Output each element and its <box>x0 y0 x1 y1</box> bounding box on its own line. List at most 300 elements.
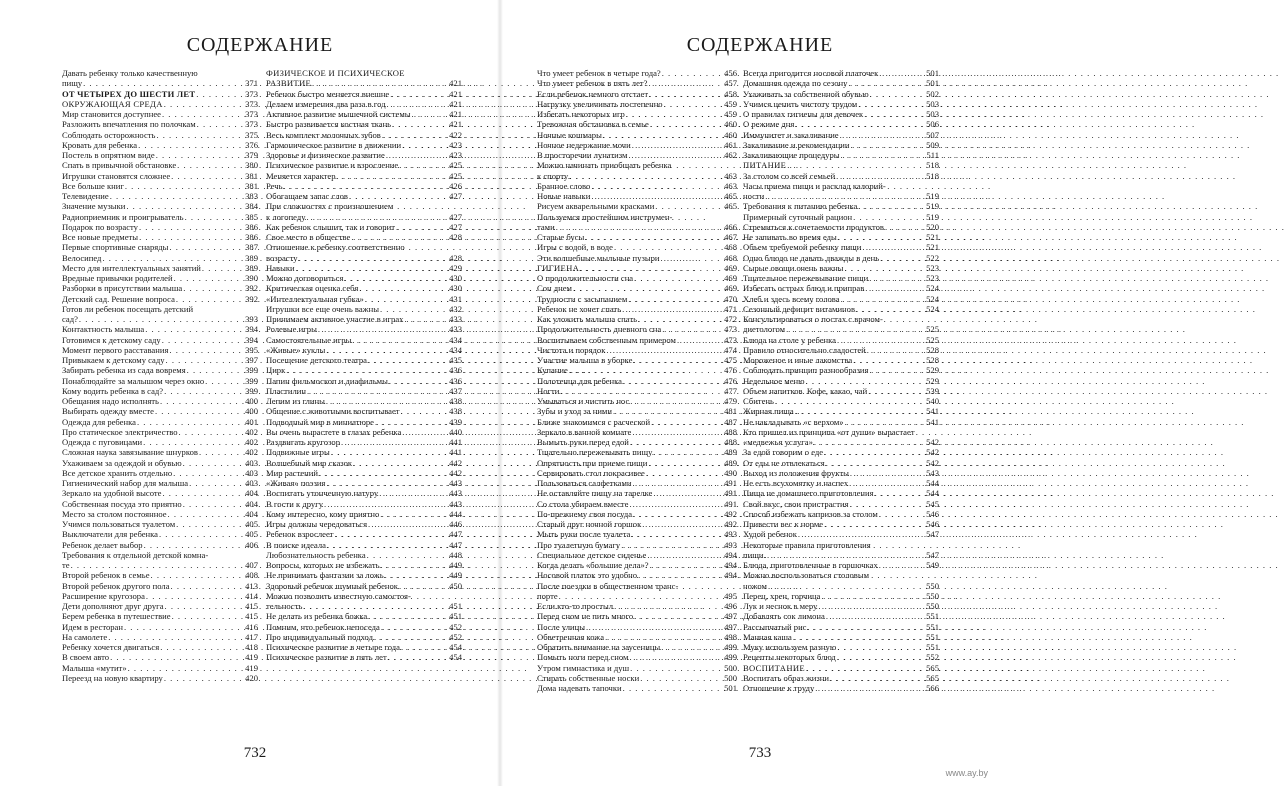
toc-page-ref: 500 <box>724 672 737 683</box>
dot-leader <box>365 294 448 304</box>
toc-entry <box>537 519 737 529</box>
toc-page-ref: 479 <box>724 396 737 406</box>
toc-entry <box>537 365 737 375</box>
toc-page-ref: 437 <box>449 385 462 396</box>
toc-entry <box>537 447 737 457</box>
toc-entry-title: Можно воспользоваться столовым <box>743 570 870 581</box>
toc-entry-title: Значение музыки <box>62 201 126 212</box>
toc-entry <box>537 632 737 642</box>
toc-entry-title: После поездки в общественном транс- <box>537 580 679 591</box>
toc-page-ref: 468 <box>724 252 737 263</box>
toc-page-ref: 501 <box>926 68 939 78</box>
toc-entry <box>537 171 737 181</box>
dot-leader <box>176 294 244 304</box>
dot-leader <box>389 376 448 386</box>
toc-entry <box>266 201 462 211</box>
toc-entry <box>266 242 462 252</box>
toc-page-ref: 373 <box>245 109 258 119</box>
dot-leader <box>638 314 723 324</box>
toc-entry-title: В поиске идеала <box>266 539 326 550</box>
dot-leader <box>569 171 723 181</box>
toc-page-ref: 476 <box>724 365 737 376</box>
toc-entry-title: Место за столом постоянное <box>62 508 167 519</box>
dot-leader <box>850 468 925 478</box>
toc-entry <box>62 242 258 252</box>
toc-entry-title: Продолжительность дневного сна <box>537 324 662 335</box>
toc-entry-title: Правило относительно сладостей <box>743 344 866 355</box>
toc-entry-title: Весь комплект молочных зубов <box>266 129 381 140</box>
toc-entry-title: Привести вес к норме <box>743 519 824 529</box>
toc-entry-title: Ролевые игры <box>266 324 317 335</box>
toc-page-ref: 511 <box>926 150 939 160</box>
toc-page-ref: 390 <box>245 273 258 283</box>
dot-leader <box>653 488 723 498</box>
toc-entry-title: те <box>62 560 70 570</box>
toc-entry-title: порте <box>537 590 558 601</box>
toc-entry <box>266 253 462 263</box>
toc-entry <box>743 417 939 427</box>
toc-entry-title: Зубы и уход за ними <box>537 406 612 417</box>
toc-entry <box>743 581 939 591</box>
toc-entry <box>266 232 462 242</box>
toc-page-ref: 384 <box>245 201 258 212</box>
toc-entry-title: Привыкаем к детскому саду <box>62 355 165 365</box>
toc-entry-title: О правилах гигиены для девочек <box>743 109 864 119</box>
dot-leader <box>144 540 245 550</box>
dot-leader <box>858 99 925 109</box>
toc-entry-title: Учимся пользоваться туалетом <box>62 519 176 529</box>
toc-entry-title: Бранное слово <box>537 180 591 191</box>
toc-entry <box>537 611 737 621</box>
dot-leader <box>826 458 925 468</box>
toc-entry <box>266 222 462 232</box>
toc-entry <box>266 335 462 345</box>
dot-leader <box>650 560 724 570</box>
toc-entry-title: Волшебный мир сказок <box>266 457 353 468</box>
dot-leader <box>569 365 723 375</box>
toc-page-ref: 519 <box>926 211 939 222</box>
toc-entry-title: Муку используем разную <box>743 642 837 652</box>
toc-page-ref: 394 <box>245 324 258 335</box>
toc-page-ref: 403 <box>245 478 258 488</box>
toc-entry <box>743 89 939 99</box>
toc-entry <box>266 499 462 509</box>
dot-leader <box>865 283 925 293</box>
dot-leader <box>677 335 723 345</box>
toc-entry <box>266 365 462 375</box>
dot-leader <box>841 150 926 160</box>
toc-entry-title: Рисуем акварельными красками <box>537 201 655 212</box>
toc-entry-title: Требования к питанию ребенка <box>743 201 858 212</box>
toc-page-ref: 566 <box>926 683 939 693</box>
page-title: СОДЕРЖАНИЕ <box>686 34 834 56</box>
dot-leader <box>795 119 925 129</box>
toc-entry <box>62 130 258 140</box>
toc-entry-title: Мир становится доступнее <box>62 109 161 119</box>
dot-leader <box>841 294 926 304</box>
dot-leader <box>79 314 244 324</box>
dot-leader <box>399 160 448 170</box>
toc-entry <box>266 468 462 478</box>
toc-entry-title: Обратить внимание на заусеницы <box>537 642 661 652</box>
toc-page-ref: 497 <box>724 611 737 622</box>
toc-entry <box>537 232 737 242</box>
toc-page-ref: 383 <box>245 191 258 201</box>
toc-entry-title: Ребенок быстро меняется внешне <box>266 88 390 99</box>
toc-entry-title: Психическое развитие в пять лет <box>266 652 387 663</box>
toc-entry-title: пищу <box>62 78 83 89</box>
toc-entry <box>62 222 258 232</box>
toc-entry <box>62 150 258 160</box>
toc-entry <box>266 140 462 150</box>
toc-page-ref: 371 <box>245 78 258 89</box>
toc-entry <box>266 406 462 416</box>
toc-entry-title: Сбитень <box>743 396 774 406</box>
toc-page-ref: 456 <box>724 68 737 78</box>
toc-entry-title: Как уложить малыша спать <box>537 314 637 324</box>
toc-entry-title: тельность <box>266 601 303 611</box>
toc-entry-title: Вымыть руки перед едой <box>537 437 629 447</box>
toc-entry <box>266 273 462 283</box>
toc-entry-title: Игры с водой, в воде <box>537 242 613 253</box>
toc-entry <box>537 201 737 211</box>
toc-entry <box>266 488 462 498</box>
toc-entry-title: Ребенок взрослеет <box>266 529 334 540</box>
toc-entry <box>537 652 737 662</box>
toc-page-ref: 443 <box>449 478 462 488</box>
toc-entry-title: Часы приема пищи и расклад калорий- <box>743 180 886 191</box>
toc-page-ref: 494 <box>724 560 737 570</box>
toc-entry <box>743 283 939 293</box>
dot-leader <box>381 560 449 570</box>
dot-leader <box>623 683 723 693</box>
dot-leader <box>850 499 926 509</box>
toc-entry-title: Гигиенический набор для малыша <box>62 478 189 488</box>
dot-leader <box>629 652 723 662</box>
toc-entry <box>62 406 258 416</box>
toc-page-ref: 399 <box>245 375 258 386</box>
dot-leader <box>614 601 723 611</box>
toc-page-ref: 399 <box>245 365 258 376</box>
toc-entry-title: Если кто-то простыл <box>537 601 614 611</box>
toc-entry <box>62 570 258 580</box>
dot-leader <box>606 345 723 355</box>
toc-page-ref: 438 <box>449 396 462 406</box>
toc-page-ref: 470 <box>724 293 737 304</box>
toc-entry-title: Первые спортивные снаряды <box>62 242 169 253</box>
dot-leader <box>324 499 448 509</box>
dot-leader <box>793 632 925 642</box>
toc-entry-title: Помыть ноги перед сном <box>537 652 629 663</box>
toc-entry-title: Можно начинать приобщать ребенка <box>537 160 672 171</box>
toc-page-ref: 421 <box>449 119 462 130</box>
toc-page-ref: 423 <box>449 139 462 150</box>
dot-leader <box>387 99 449 109</box>
dot-leader <box>591 181 723 191</box>
dot-leader <box>605 632 723 642</box>
toc-page-ref: 431 <box>449 293 462 304</box>
toc-entry-title: Со стола убираем вместе <box>537 498 629 509</box>
toc-page-ref: 405 <box>245 529 258 540</box>
dot-leader <box>662 324 723 334</box>
toc-entry <box>743 294 939 304</box>
dot-leader <box>139 232 244 242</box>
toc-page-ref: 463 <box>724 180 737 191</box>
toc-entry-title: Гармоническое развитие в движении <box>266 139 402 150</box>
dot-leader <box>603 130 723 140</box>
toc-entry <box>266 622 462 632</box>
dot-leader <box>632 427 723 437</box>
toc-page-ref: 524 <box>926 293 939 304</box>
toc-entry <box>62 499 258 509</box>
dot-leader <box>628 150 723 160</box>
dot-leader <box>344 273 448 283</box>
toc-page-ref: 418 <box>245 642 258 652</box>
toc-page-ref: 387 <box>245 242 258 253</box>
toc-entry <box>537 283 737 293</box>
toc-page-ref: 406 <box>245 539 258 550</box>
toc-entry-title: Выход из положения фрукты <box>743 467 849 478</box>
toc-page-ref: 551 <box>926 611 939 622</box>
toc-entry-title: Утром гимнастика и душ <box>537 662 630 673</box>
left-page <box>0 0 500 786</box>
toc-page-ref: 492 <box>724 508 737 519</box>
toc-entry-title: Принимаем активное участие в играх <box>266 314 404 324</box>
toc-entry-title: Момент первого расставания <box>62 344 169 355</box>
toc-page-ref: 444 <box>449 508 462 519</box>
toc-entry-title: Блюда на столе у ребенка <box>743 334 836 345</box>
toc-page-ref: 491 <box>724 478 737 488</box>
toc-entry <box>743 212 939 222</box>
toc-entry-title: Делаем измерения два раза в год <box>266 98 386 109</box>
dot-leader <box>368 611 448 621</box>
toc-page-ref: 441 <box>449 447 462 458</box>
toc-entry <box>266 529 462 539</box>
toc-page-ref: 524 <box>926 283 939 294</box>
toc-entry <box>743 273 939 283</box>
toc-entry <box>62 355 258 365</box>
dot-leader <box>849 478 925 488</box>
toc-entry <box>537 253 737 263</box>
toc-entry <box>743 550 939 560</box>
toc-entry-title: Вы очень вырастете в глазах ребенка <box>266 426 402 437</box>
toc-entry <box>62 622 258 632</box>
dot-leader <box>837 642 925 652</box>
toc-entry-title: После улицы <box>537 621 585 632</box>
dot-leader <box>368 519 448 529</box>
toc-entry <box>743 591 939 601</box>
toc-page-ref: 408 <box>245 570 258 581</box>
toc-entry-title: Сон днем <box>537 283 573 294</box>
toc-entry <box>537 335 737 345</box>
toc-entry-title: Участие малыша в уборке <box>537 355 633 365</box>
dot-leader <box>143 437 244 447</box>
dot-leader <box>326 396 448 406</box>
toc-page-ref: 421 <box>449 88 462 99</box>
toc-entry <box>62 119 258 129</box>
dot-leader <box>768 581 925 591</box>
toc-entry-title: Ночное недержание мочи <box>537 139 631 150</box>
toc-page-ref: 450 <box>449 580 462 591</box>
toc-entry-title: Соблюдать осторожность <box>62 129 156 140</box>
dot-leader <box>591 191 723 201</box>
toc-entry <box>537 130 737 140</box>
dot-leader <box>71 560 245 570</box>
toc-entry <box>743 140 939 150</box>
toc-entry-title: Активное развитие мышечной системы <box>266 109 411 119</box>
toc-entry <box>62 396 258 406</box>
toc-entry <box>537 160 737 170</box>
toc-entry-title: Не есть всухомятку и наспех <box>743 478 849 488</box>
toc-page-ref: 438 <box>449 406 462 417</box>
toc-entry-title: Ухаживаем за одеждой и обувью <box>62 457 182 468</box>
toc-entry-title: Чистота и порядок <box>537 344 606 355</box>
toc-entry-title: Радиоприемник и проигрыватель <box>62 211 184 222</box>
toc-entry-title: Вопросы, которых не избежать <box>266 560 380 570</box>
toc-entry <box>266 181 462 191</box>
dot-leader <box>126 201 244 211</box>
toc-page-ref: 525 <box>926 324 939 335</box>
toc-page-ref: 472 <box>724 314 737 324</box>
toc-entry-title: Свое место в обществе <box>266 232 351 242</box>
toc-entry <box>537 529 737 539</box>
toc-entry-title: Готовимся к детскому саду <box>62 334 161 345</box>
toc-entry-title: Требования к отдельной детской комна- <box>62 549 209 560</box>
dot-leader <box>869 365 925 375</box>
toc-entry-title: На самолете <box>62 631 108 642</box>
toc-entry <box>743 488 939 498</box>
dot-leader <box>179 427 245 437</box>
dot-leader <box>844 263 925 273</box>
toc-page-ref: 519 <box>926 191 939 201</box>
toc-entry <box>266 130 462 140</box>
toc-page-ref: 506 <box>926 119 939 130</box>
toc-entry-title: Недельное меню <box>743 375 805 386</box>
dot-leader <box>638 570 723 580</box>
toc-page-ref: 421 <box>449 109 462 119</box>
toc-entry <box>62 427 258 437</box>
dot-leader <box>185 212 245 222</box>
toc-entry <box>743 181 939 191</box>
dot-leader <box>818 601 925 611</box>
toc-entry-title: Манная каша <box>743 631 792 642</box>
dot-leader <box>824 519 925 529</box>
toc-entry <box>266 109 462 119</box>
toc-entry-title: Вредные привычки родителей <box>62 273 173 283</box>
dot-leader <box>586 622 723 632</box>
toc-page-ref: 452 <box>449 621 462 632</box>
toc-entry <box>266 376 462 386</box>
toc-page-ref: 442 <box>449 457 462 468</box>
toc-page-ref: 477 <box>724 385 737 396</box>
toc-entry <box>537 345 737 355</box>
toc-entry-title: При сложностях с произношением <box>266 201 394 212</box>
toc-entry <box>62 632 258 642</box>
toc-entry-title: Лук и чеснок в меру <box>743 601 818 611</box>
dot-leader <box>145 324 244 334</box>
toc-page-ref: 397 <box>245 355 258 365</box>
toc-page-ref: 491 <box>724 488 737 499</box>
dot-leader <box>331 447 448 457</box>
toc-entry-title: Кто пришел из принципа «от души» вырастает <box>743 426 915 437</box>
toc-entry <box>537 550 737 560</box>
toc-page-ref: 522 <box>926 252 939 263</box>
toc-entry <box>537 212 737 222</box>
toc-page-ref: 542 <box>926 447 939 458</box>
toc-page-ref: 392 <box>245 293 258 304</box>
toc-page-ref: 399 <box>245 385 258 396</box>
toc-page-ref: 446 <box>449 519 462 529</box>
dot-leader <box>875 488 926 498</box>
toc-page-ref: 497 <box>724 621 737 632</box>
dot-leader <box>327 540 448 550</box>
toc-entry <box>62 529 258 539</box>
toc-entry-title: Собственная посуда это приятно <box>62 498 182 509</box>
toc-page-ref: 496 <box>724 601 737 611</box>
toc-entry-title: Не принимать фантазии за ложь <box>266 570 384 581</box>
toc-page-ref: 433 <box>449 314 462 324</box>
toc-page-ref: 381 <box>245 170 258 181</box>
toc-entry <box>743 509 939 519</box>
toc-entry <box>537 119 737 129</box>
toc-page-ref: 528 <box>926 355 939 365</box>
toc-entry <box>62 376 258 386</box>
toc-entry-title: «медвежья услуга» <box>743 437 813 447</box>
toc-entry-title: Навыки <box>266 262 295 273</box>
toc-entry <box>62 488 258 498</box>
toc-entry <box>266 550 462 560</box>
toc-entry <box>537 89 737 99</box>
toc-entry-title: Ночные кошмары <box>537 129 602 140</box>
toc-entry <box>62 458 258 468</box>
toc-page-ref: 376 <box>245 139 258 150</box>
toc-page-ref: 547 <box>926 529 939 540</box>
toc-page-ref: 449 <box>449 570 462 581</box>
toc-entry-title: Что умеет ребенок в пять лет? <box>537 78 648 89</box>
dot-leader <box>630 499 724 509</box>
toc-page-ref: 550 <box>926 580 939 591</box>
toc-entry-title: Помним, что ребенок непоседа <box>266 621 380 632</box>
dot-leader <box>396 222 448 232</box>
toc-page-ref: 420 <box>245 672 258 683</box>
toc-page-ref: 379 <box>245 150 258 160</box>
dot-leader <box>806 376 926 386</box>
dot-leader <box>412 109 449 119</box>
toc-entry-title: диетологом <box>743 324 786 335</box>
toc-entry-title: РАЗВИТИЕ <box>266 78 312 89</box>
toc-page-ref: 469 <box>724 262 737 273</box>
dot-leader <box>303 601 448 611</box>
toc-page-ref: 541 <box>926 406 939 417</box>
toc-entry-title: Игрушки все еще очень важны <box>266 303 379 314</box>
dot-leader <box>765 191 925 201</box>
toc-page-ref: 465 <box>724 191 737 201</box>
toc-entry <box>266 560 462 570</box>
toc-entry <box>266 396 462 406</box>
toc-page-ref: 551 <box>926 631 939 642</box>
toc-page-ref: 434 <box>449 344 462 355</box>
toc-entry <box>266 447 462 457</box>
dot-leader <box>814 437 925 447</box>
dot-leader <box>661 253 724 263</box>
toc-entry-title: Стремиться к сочетаемости продуктов <box>743 221 884 232</box>
toc-entry-title: Как ребенок слышит, так и говорит <box>266 221 395 232</box>
toc-entry <box>62 447 258 457</box>
toc-page-ref: 416 <box>245 621 258 632</box>
toc-entry <box>266 283 462 293</box>
toc-entry <box>537 191 737 201</box>
page-title: СОДЕРЖАНИЕ <box>186 34 334 56</box>
